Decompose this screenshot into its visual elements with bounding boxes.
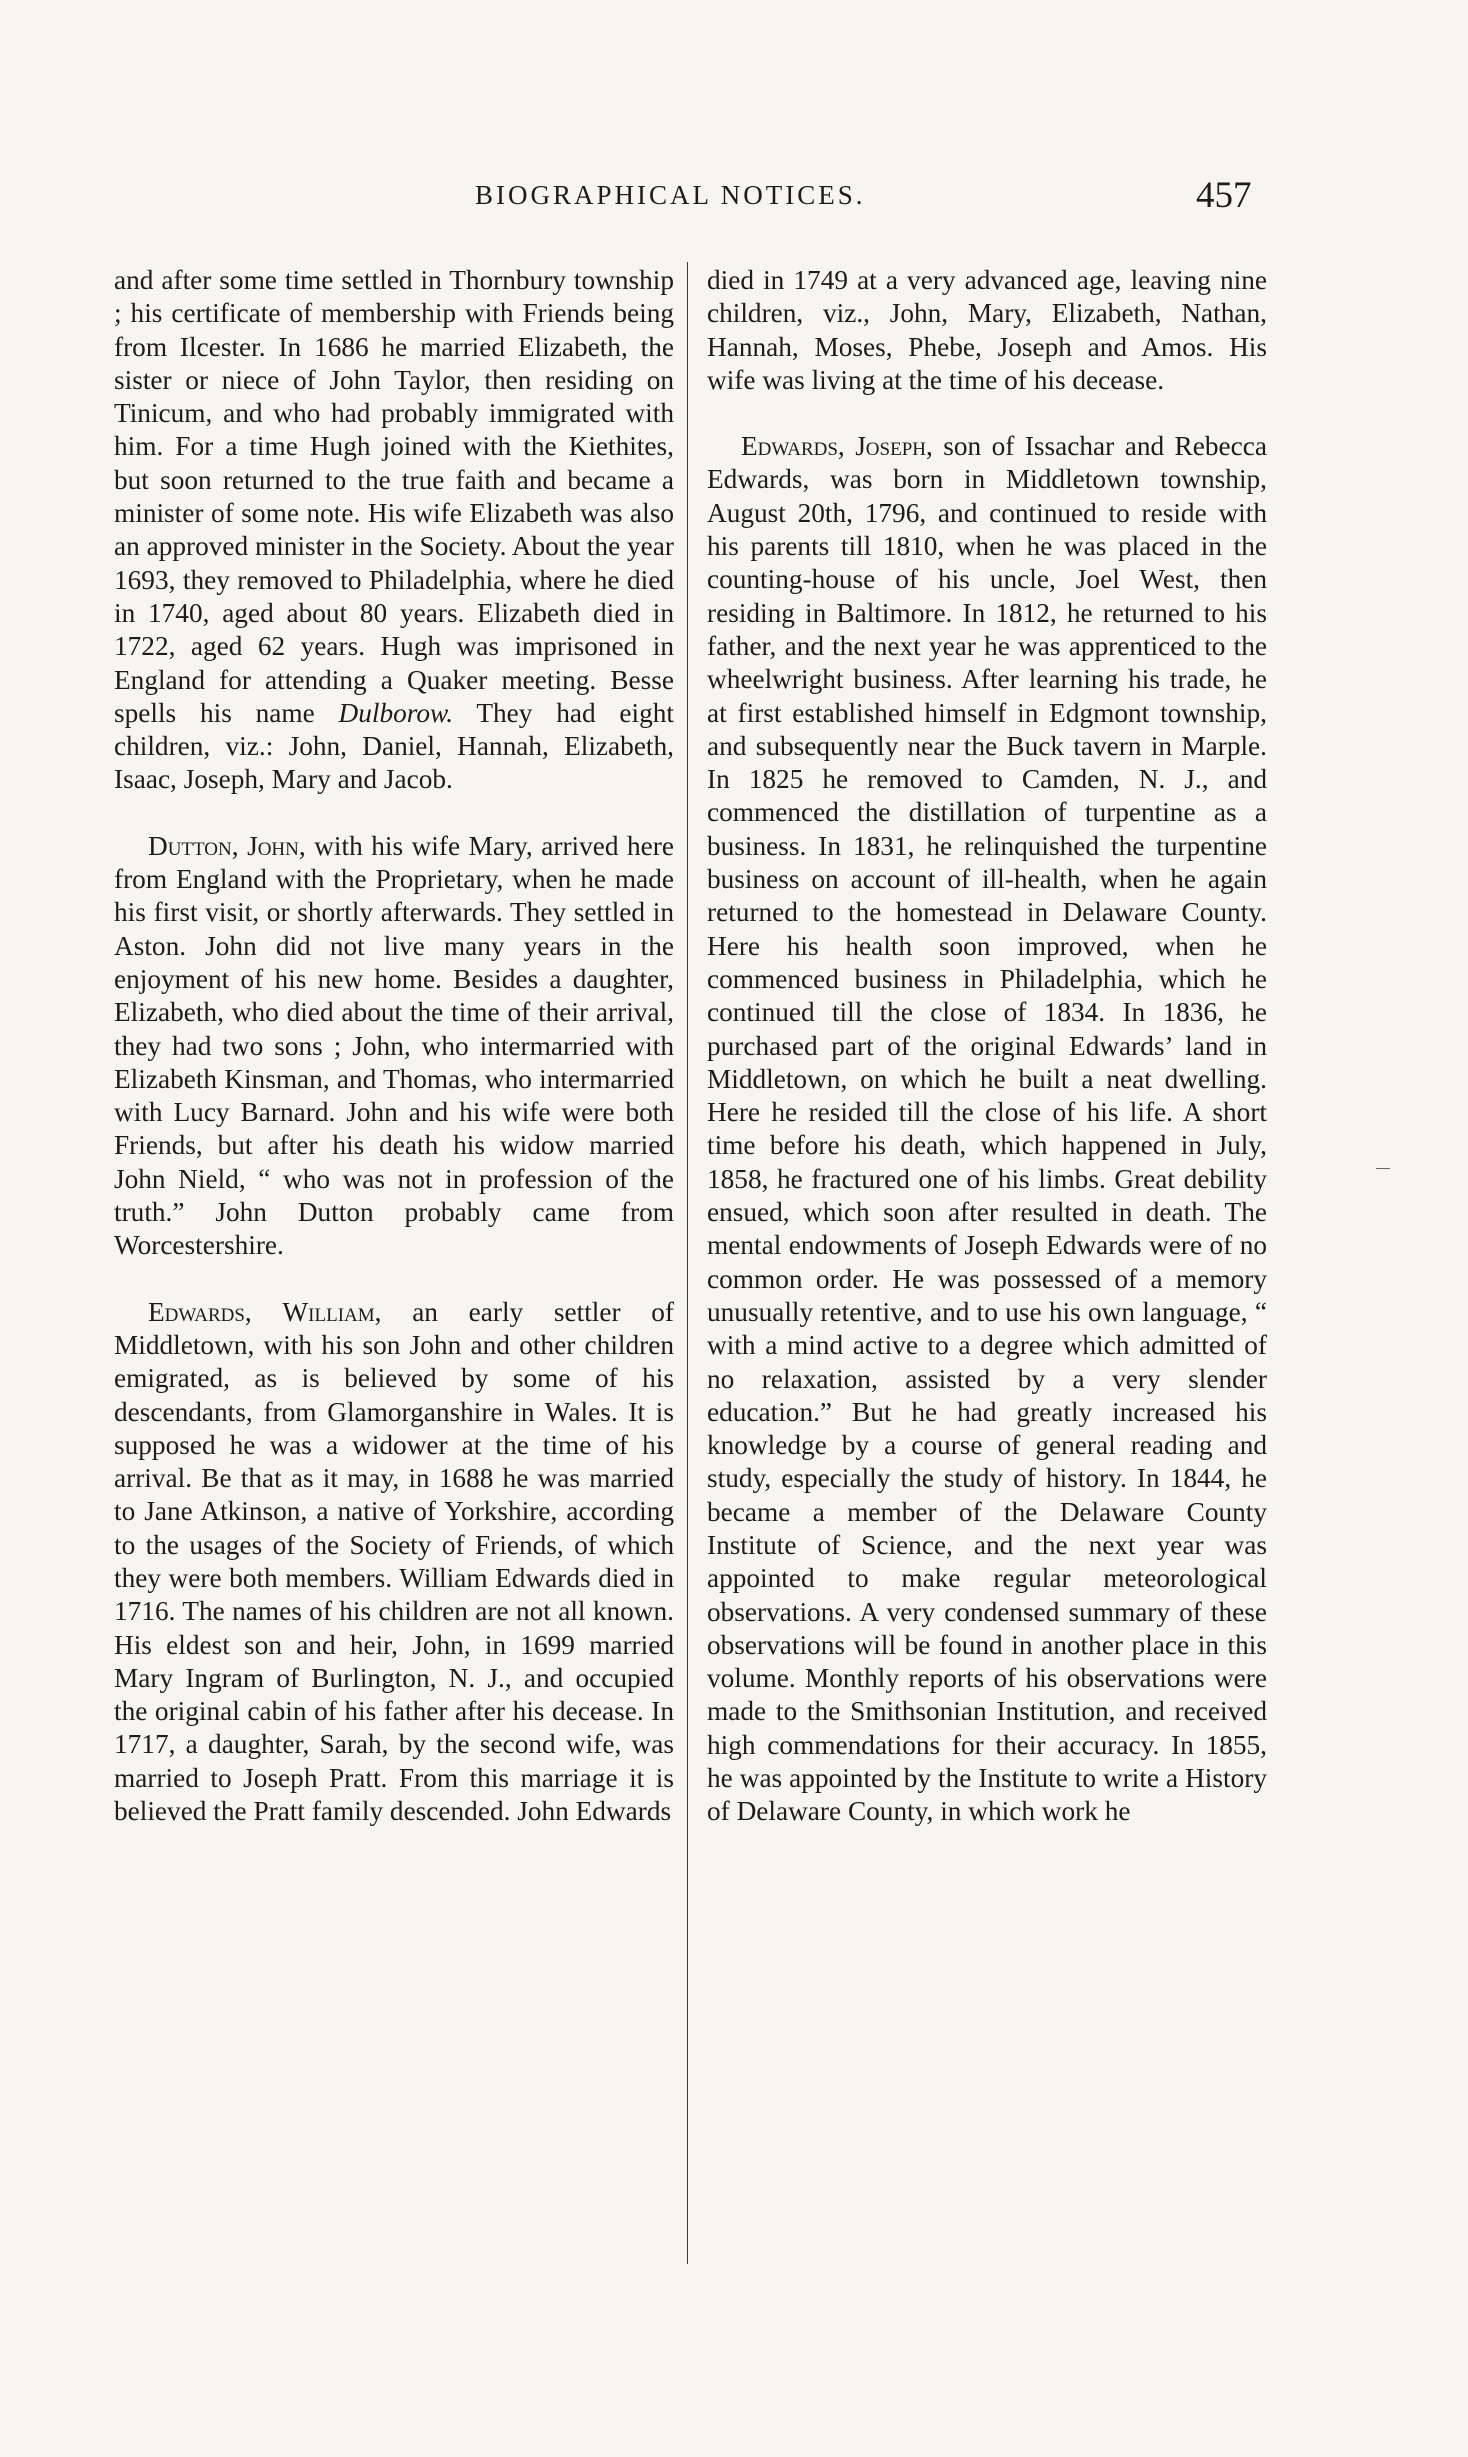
left-column (114, 264, 674, 1828)
continuation-text-1: and after some time settled in Thornbury township ; his certificate of membership with Friends being from Ilcester. In 1686 he married Elizabeth, the sister or niece of John Taylor, then residing on Tinicum, and who had probably immigrated with him. For a time Hugh joined with the Kiethites, but soon returned to the true faith and became a minister of some note. His wife Elizabeth was also an approved minister in the Society. About the year 1693, they removed to Philadelphia, where he died in 1740, aged about 80 years. Elizabeth died in 1722, aged 62 years. Hugh was imprisoned in England for attending a Quaker meeting. Besse spells his name (114, 265, 674, 728)
page-number: 457 (1196, 175, 1252, 216)
italic-name: Dulborow. (338, 697, 454, 728)
entry-text: an early settler of Middletown, with his son John and other children emigrated, as is believed by some of his descendants, from Glamorganshire in Wales. It is supposed he was a widower at the time of his arrival. Be that as it may, in 1688 he was married to Jane Atkinson, a native of Yorkshire, according to the usages of the Society of Friends, of which they were both members. William Edwards died in 1716. The names of his children are not all known. His eldest son and heir, John, in 1699 married Mary Ingram of Burlington, N. J., and occupied the original cabin of his father after his decease. In 1717, a daughter, Sarah, by the second wife, was married to Joseph Pratt. From this marriage it is believed the Pratt family descended. John Edwards (114, 1296, 674, 1827)
entry-dutton-john: Dutton, John, with his wife Mary, arrived here from England with the Proprietary, when he made his first visit, or shortly afterwards. They settled in Aston. John did not live many years in the enjoyment of his new home. Besides a daughter, Elizabeth, who died about the time of their arrival, they had two sons ; John, who intermarried with Elizabeth Kinsman, and Thomas, who intermarried with Lucy Barnard. John and his wife were both Friends, but after his death his widow married John Nield, “ who was not in profession of the truth.” John Dutton probably came from Worcestershire. (114, 830, 674, 1261)
entry-surname: Dutton (148, 830, 232, 861)
continuation-paragraph-right: died in 1749 at a very advanced age, leaving nine children, viz., John, Mary, Elizabeth, Nathan, Hannah, Moses, Phebe, Joseph and Amos. His wife was living at the time of his decease. (707, 265, 1267, 395)
entry-surname: Edwards (148, 1296, 245, 1327)
entry-text: son of Issachar and Rebecca Edwards, was born in Middletown township, August 20th, 1796, and continued to reside with his parents till 1810, when he was placed in the counting-house of his uncle, Joel West, then residing in Baltimore. In 1812, he returned to his father, and the next year he was apprenticed to the wheelwright business. After learning his trade, he at first established himself in Edgmont township, and subsequently near the Buck tavern in Marple. In 1825 he removed to Camden, N. J., and commenced the distillation of turpentine as a business. In 1831, he relinquished the turpentine business on account of ill-health, when he again returned to the homestead in Delaware County. Here his health soon improved, when he commenced business in Philadelphia, which he continued till the close of 1834. In 1836, he purchased part of the original Edwards’ land in Middletown, on which he built a neat dwelling. Here he resided till the close of his life. A short time before his death, which happened in July, 1858, he fractured one of his limbs. Great debility ensued, which soon after resulted in death. The mental endowments of Joseph Edwards were of no common order. He was possessed of a memory unusually retentive, and to use his own language, “ with a mind active to a degree which admitted of no relaxation, assisted by a very slender education.” But he had greatly increased his knowledge by a course of general reading and study, especially the study of history. In 1844, he became a member of the Delaware County Institute of Science, and the next year was appointed to make regular meteorological observations. A very condensed summary of these observations will be found in another place in this volume. Monthly reports of his observations were made to the Smithsonian Institution, and received high commendations for their accuracy. In 1855, he was appointed by the Institute to write a History of Delaware County, in which work he (707, 431, 1267, 1827)
entry-given-name: Joseph (855, 431, 926, 462)
column-divider (687, 262, 688, 2264)
running-head: BIOGRAPHICAL NOTICES. (475, 180, 866, 210)
continuation-text-2: They had eight children, viz.: John, Daniel, Hannah, Elizabeth, Isaac, Joseph, Mary and Jacob. (114, 697, 674, 795)
entry-given-name: William (282, 1296, 375, 1327)
entry-given-name: John (247, 830, 299, 861)
entry-edwards-joseph: Edwards, Joseph, son of Issachar and Rebecca Edwards, was born in Middletown township, August 20th, 1796, and continued to reside with his parents till 1810, when he was placed in the counting-house of his uncle, Joel West, then residing in Baltimore. In 1812, he returned to his father, and the next year he was apprenticed to the wheelwright business. After learning his trade, he at first established himself in Edgmont township, and subsequently near the Buck tavern in Marple. In 1825 he removed to Camden, N. J., and commenced the distillation of turpentine as a business. In 1831, he relinquished the turpentine business on account of ill-health, when he again returned to the homestead in Delaware County. Here his health soon improved, when he commenced business in Philadelphia, which he continued till the close of 1834. In 1836, he purchased part of the original Edwards’ land in Middletown, on which he built a neat dwelling. Here he resided till the close of his life. A short time before his death, which happened in July, 1858, he fractured one of his limbs. Great debility ensued, which soon after resulted in death. The mental endowments of Joseph Edwards were of no common order. He was possessed of a memory unusually retentive, and to use his own language, “ with a mind active to a degree which admitted of no relaxation, assisted by a very slender education.” But he had greatly increased his knowledge by a course of general reading and study, especially the study of history. In 1844, he became a member of the Delaware County Institute of Science, and the next year was appointed to make regular meteorological observations. A very condensed summary of these observations will be found in another place in this volume. Monthly reports of his observations were made to the Smithsonian Institution, and received high commendations for their accuracy. In 1855, he was appointed by the Institute to write a History of Delaware County, in which work he (707, 431, 1267, 1827)
entry-surname: Edwards (741, 431, 838, 462)
continuation-paragraph (114, 264, 674, 797)
entry-text: with his wife Mary, arrived here from England with the Proprietary, when he made his first visit, or shortly afterwards. They settled in Aston. John did not live many years in the enjoyment of his new home. Besides a daughter, Elizabeth, who died about the time of their arrival, they had two sons ; John, who intermarried with Elizabeth Kinsman, and Thomas, who intermarried with Lucy Barnard. John and his wife were both Friends, but after his death his widow married John Nield, “ who was not in profession of the truth.” John Dutton probably came from Worcestershire. (114, 830, 674, 1261)
right-column (707, 264, 1267, 1829)
margin-mark (1376, 1168, 1390, 1169)
entry-edwards-william: Edwards, William, an early settler of Middletown, with his son John and other children emigrated, as is believed by some of his descendants, from Glamorganshire in Wales. It is supposed he was a widower at the time of his arrival. Be that as it may, in 1688 he was married to Jane Atkinson, a native of Yorkshire, according to the usages of the Society of Friends, of which they were both members. William Edwards died in 1716. The names of his children are not all known. His eldest son and heir, John, in 1699 married Mary Ingram of Burlington, N. J., and occupied the original cabin of his father after his decease. In 1717, a daughter, Sarah, by the second wife, was married to Joseph Pratt. From this marriage it is believed the Pratt family descended. John Edwards (114, 1296, 674, 1827)
